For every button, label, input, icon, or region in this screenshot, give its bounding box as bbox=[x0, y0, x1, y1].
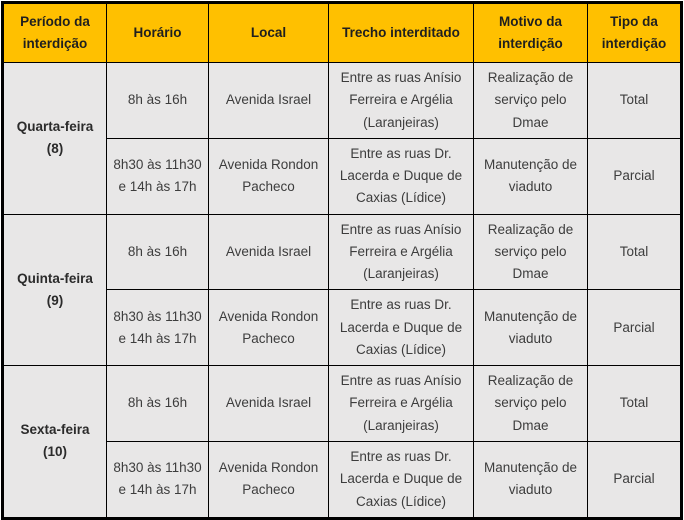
period-number: (8) bbox=[46, 141, 64, 157]
period-day: Quarta-feira bbox=[16, 119, 94, 135]
horario-cell: 8h30 às 11h30 e 14h às 17h bbox=[107, 138, 209, 214]
motivo-cell: Realização de serviço pelo Dmae bbox=[474, 214, 588, 290]
period-number: (10) bbox=[42, 444, 67, 460]
period-cell-quinta bbox=[3, 214, 107, 366]
column-header-motivo: Motivo da interdição bbox=[474, 3, 588, 63]
local-cell: Avenida Rondon Pacheco bbox=[209, 138, 329, 214]
period-cell-quarta bbox=[3, 63, 107, 215]
table-row bbox=[3, 214, 682, 290]
trecho-cell: Entre as ruas Anísio Ferreira e Argélia (Laranjeiras) bbox=[329, 214, 474, 290]
local-cell: Avenida Israel bbox=[209, 214, 329, 290]
tipo-cell: Total bbox=[588, 63, 682, 139]
trecho-cell: Entre as ruas Anísio Ferreira e Argélia (Laranjeiras) bbox=[329, 366, 474, 442]
table-row bbox=[3, 63, 682, 139]
tipo-cell: Total bbox=[588, 214, 682, 290]
tipo-cell: Parcial bbox=[588, 138, 682, 214]
horario-cell: 8h às 16h bbox=[107, 214, 209, 290]
header-row bbox=[3, 3, 682, 63]
horario-cell: 8h30 às 11h30 e 14h às 17h bbox=[107, 441, 209, 518]
page bbox=[0, 1, 684, 519]
motivo-cell: Manutenção de viaduto bbox=[474, 138, 588, 214]
column-header-horario: Horário bbox=[107, 3, 209, 63]
column-header-period: Período da interdição bbox=[3, 3, 107, 63]
column-header-tipo: Tipo da interdição bbox=[588, 3, 682, 63]
local-cell: Avenida Rondon Pacheco bbox=[209, 290, 329, 366]
horario-cell: 8h30 às 11h30 e 14h às 17h bbox=[107, 290, 209, 366]
horario-cell: 8h às 16h bbox=[107, 63, 209, 139]
local-cell: Avenida Israel bbox=[209, 366, 329, 442]
period-day: Sexta-feira bbox=[20, 422, 90, 438]
period-cell-sexta bbox=[3, 366, 107, 519]
horario-cell: 8h às 16h bbox=[107, 366, 209, 442]
trecho-cell: Entre as ruas Dr. Lacerda e Duque de Caxias (Lídice) bbox=[329, 290, 474, 366]
tipo-cell: Parcial bbox=[588, 290, 682, 366]
motivo-cell: Realização de serviço pelo Dmae bbox=[474, 63, 588, 139]
tipo-cell: Parcial bbox=[588, 441, 682, 518]
period-day: Quinta-feira bbox=[17, 270, 93, 286]
column-header-trecho: Trecho interditado bbox=[329, 3, 474, 63]
motivo-cell: Manutenção de viaduto bbox=[474, 441, 588, 518]
trecho-cell: Entre as ruas Anísio Ferreira e Argélia (Laranjeiras) bbox=[329, 63, 474, 139]
local-cell: Avenida Rondon Pacheco bbox=[209, 441, 329, 518]
tipo-cell: Total bbox=[588, 366, 682, 442]
motivo-cell: Manutenção de viaduto bbox=[474, 290, 588, 366]
period-number: (9) bbox=[46, 292, 64, 308]
local-cell: Avenida Israel bbox=[209, 63, 329, 139]
column-header-local: Local bbox=[209, 3, 329, 63]
interdiction-table bbox=[1, 1, 683, 520]
table-row bbox=[3, 366, 682, 442]
trecho-cell: Entre as ruas Dr. Lacerda e Duque de Caxias (Lídice) bbox=[329, 441, 474, 518]
trecho-cell: Entre as ruas Dr. Lacerda e Duque de Caxias (Lídice) bbox=[329, 138, 474, 214]
motivo-cell: Realização de serviço pelo Dmae bbox=[474, 366, 588, 442]
